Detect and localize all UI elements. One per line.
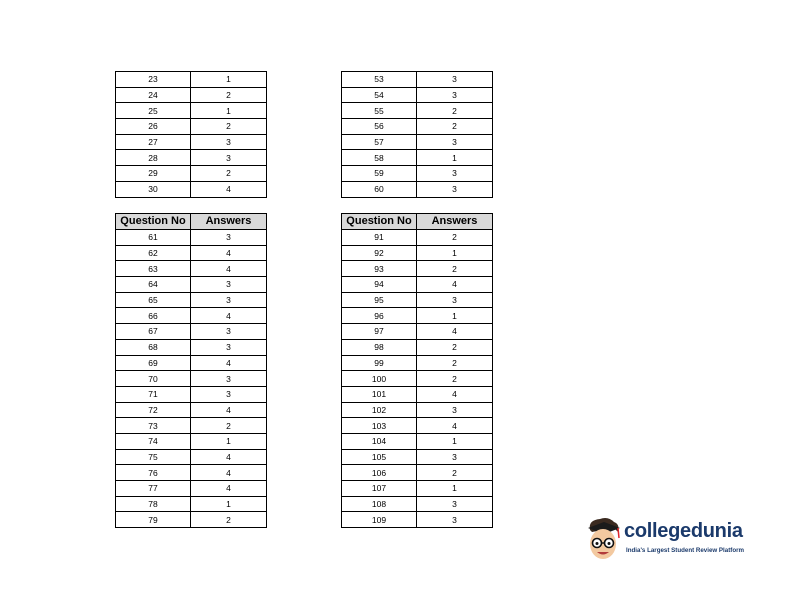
table-row bbox=[116, 119, 267, 135]
question-number-cell: 54 bbox=[342, 87, 417, 103]
answer-cell: 4 bbox=[417, 324, 493, 340]
answer-cell: 4 bbox=[191, 245, 267, 261]
question-number-cell: 60 bbox=[342, 181, 417, 197]
table-row bbox=[342, 465, 493, 481]
question-number-cell: 93 bbox=[342, 261, 417, 277]
answer-cell: 4 bbox=[191, 481, 267, 497]
table-row bbox=[342, 87, 493, 103]
table-header-row bbox=[116, 214, 267, 230]
logo-wordmark: collegedunia bbox=[624, 520, 743, 542]
answer-cell: 2 bbox=[191, 119, 267, 135]
question-number-cell: 28 bbox=[116, 150, 191, 166]
answer-cell: 4 bbox=[191, 449, 267, 465]
table-row bbox=[116, 355, 267, 371]
question-number-cell: 24 bbox=[116, 87, 191, 103]
answer-cell: 3 bbox=[417, 72, 493, 88]
answer-cell: 4 bbox=[191, 181, 267, 197]
question-number-cell: 106 bbox=[342, 465, 417, 481]
table-row bbox=[116, 166, 267, 182]
question-number-cell: 104 bbox=[342, 433, 417, 449]
answer-cell: 3 bbox=[417, 181, 493, 197]
table-row bbox=[342, 181, 493, 197]
question-number-cell: 92 bbox=[342, 245, 417, 261]
question-number-cell: 27 bbox=[116, 134, 191, 150]
table-row bbox=[342, 481, 493, 497]
answer-cell: 2 bbox=[417, 103, 493, 119]
table-row bbox=[116, 512, 267, 528]
question-number-cell: 63 bbox=[116, 261, 191, 277]
table-row bbox=[116, 496, 267, 512]
question-number-cell: 64 bbox=[116, 277, 191, 293]
table-row bbox=[116, 181, 267, 197]
table-row bbox=[342, 355, 493, 371]
answer-cell: 2 bbox=[191, 512, 267, 528]
table-row bbox=[116, 308, 267, 324]
table-row bbox=[342, 308, 493, 324]
question-number-cell: 30 bbox=[116, 181, 191, 197]
answer-cell: 4 bbox=[191, 308, 267, 324]
question-number-cell: 96 bbox=[342, 308, 417, 324]
question-number-cell: 98 bbox=[342, 339, 417, 355]
answer-cell: 2 bbox=[417, 339, 493, 355]
table-row bbox=[116, 230, 267, 246]
table-row bbox=[116, 465, 267, 481]
question-number-cell: 23 bbox=[116, 72, 191, 88]
answer-table-2 bbox=[341, 71, 493, 198]
question-number-cell: 57 bbox=[342, 134, 417, 150]
answer-cell: 2 bbox=[417, 355, 493, 371]
question-number-cell: 95 bbox=[342, 292, 417, 308]
answer-cell: 3 bbox=[191, 324, 267, 340]
question-number-cell: 99 bbox=[342, 355, 417, 371]
question-number-cell: 68 bbox=[116, 339, 191, 355]
answer-cell: 3 bbox=[417, 496, 493, 512]
answer-cell: 2 bbox=[417, 465, 493, 481]
answer-cell: 1 bbox=[191, 433, 267, 449]
question-number-cell: 75 bbox=[116, 449, 191, 465]
answer-cell: 3 bbox=[191, 150, 267, 166]
question-number-cell: 62 bbox=[116, 245, 191, 261]
table-row bbox=[342, 103, 493, 119]
table-row bbox=[116, 324, 267, 340]
answer-cell: 1 bbox=[191, 103, 267, 119]
table-row bbox=[342, 402, 493, 418]
table-row bbox=[116, 339, 267, 355]
header-answers: Answers bbox=[417, 214, 493, 230]
table-row bbox=[116, 150, 267, 166]
question-number-cell: 58 bbox=[342, 150, 417, 166]
table-row bbox=[116, 386, 267, 402]
question-number-cell: 53 bbox=[342, 72, 417, 88]
answer-cell: 1 bbox=[417, 433, 493, 449]
logo-tagline: India's Largest Student Review Platform bbox=[626, 547, 745, 554]
header-question-no: Question No bbox=[116, 214, 191, 230]
answer-cell: 2 bbox=[417, 119, 493, 135]
answer-cell: 1 bbox=[417, 308, 493, 324]
answer-cell: 4 bbox=[191, 261, 267, 277]
table-row bbox=[342, 261, 493, 277]
answer-cell: 3 bbox=[417, 402, 493, 418]
answer-cell: 4 bbox=[417, 386, 493, 402]
question-number-cell: 69 bbox=[116, 355, 191, 371]
answer-cell: 3 bbox=[191, 134, 267, 150]
question-number-cell: 79 bbox=[116, 512, 191, 528]
question-number-cell: 72 bbox=[116, 402, 191, 418]
answer-cell: 2 bbox=[191, 87, 267, 103]
table-row bbox=[342, 72, 493, 88]
table-row bbox=[342, 245, 493, 261]
table-row bbox=[116, 371, 267, 387]
table-row bbox=[116, 72, 267, 88]
answer-cell: 3 bbox=[417, 292, 493, 308]
answer-cell: 3 bbox=[417, 134, 493, 150]
answer-cell: 3 bbox=[417, 166, 493, 182]
answer-cell: 3 bbox=[191, 371, 267, 387]
table-row bbox=[116, 245, 267, 261]
table-row bbox=[342, 324, 493, 340]
student-mascot-icon bbox=[582, 516, 624, 566]
table-row bbox=[342, 449, 493, 465]
question-number-cell: 55 bbox=[342, 103, 417, 119]
question-number-cell: 109 bbox=[342, 512, 417, 528]
answer-cell: 4 bbox=[417, 277, 493, 293]
question-number-cell: 67 bbox=[116, 324, 191, 340]
table-row bbox=[116, 433, 267, 449]
question-number-cell: 73 bbox=[116, 418, 191, 434]
question-number-cell: 25 bbox=[116, 103, 191, 119]
answer-cell: 3 bbox=[191, 277, 267, 293]
question-number-cell: 65 bbox=[116, 292, 191, 308]
answer-cell: 2 bbox=[191, 418, 267, 434]
question-number-cell: 76 bbox=[116, 465, 191, 481]
question-number-cell: 71 bbox=[116, 386, 191, 402]
table-row bbox=[342, 230, 493, 246]
table-row bbox=[116, 418, 267, 434]
table-row bbox=[342, 339, 493, 355]
question-number-cell: 103 bbox=[342, 418, 417, 434]
question-number-cell: 100 bbox=[342, 371, 417, 387]
table-row bbox=[342, 433, 493, 449]
table-row bbox=[116, 134, 267, 150]
answer-cell: 1 bbox=[191, 72, 267, 88]
question-number-cell: 101 bbox=[342, 386, 417, 402]
answer-cell: 3 bbox=[191, 339, 267, 355]
table-row bbox=[342, 418, 493, 434]
header-answers: Answers bbox=[191, 214, 267, 230]
question-number-cell: 105 bbox=[342, 449, 417, 465]
question-number-cell: 94 bbox=[342, 277, 417, 293]
table-row bbox=[116, 449, 267, 465]
question-number-cell: 107 bbox=[342, 481, 417, 497]
header-question-no: Question No bbox=[342, 214, 417, 230]
table-row bbox=[342, 150, 493, 166]
question-number-cell: 26 bbox=[116, 119, 191, 135]
question-number-cell: 56 bbox=[342, 119, 417, 135]
table-row bbox=[342, 277, 493, 293]
question-number-cell: 78 bbox=[116, 496, 191, 512]
question-number-cell: 29 bbox=[116, 166, 191, 182]
answer-cell: 4 bbox=[417, 418, 493, 434]
question-number-cell: 77 bbox=[116, 481, 191, 497]
table-row bbox=[342, 134, 493, 150]
table-row bbox=[342, 371, 493, 387]
question-number-cell: 97 bbox=[342, 324, 417, 340]
table-row bbox=[116, 277, 267, 293]
answer-cell: 1 bbox=[417, 245, 493, 261]
answer-cell: 2 bbox=[191, 166, 267, 182]
question-number-cell: 70 bbox=[116, 371, 191, 387]
answer-cell: 3 bbox=[417, 87, 493, 103]
answer-table-1 bbox=[115, 71, 267, 198]
collegedunia-logo bbox=[582, 516, 752, 566]
question-number-cell: 61 bbox=[116, 230, 191, 246]
answer-cell: 3 bbox=[191, 230, 267, 246]
answer-cell: 3 bbox=[191, 386, 267, 402]
question-number-cell: 59 bbox=[342, 166, 417, 182]
table-row bbox=[116, 103, 267, 119]
table-header-row bbox=[342, 214, 493, 230]
answer-cell: 3 bbox=[417, 512, 493, 528]
question-number-cell: 74 bbox=[116, 433, 191, 449]
table-row bbox=[342, 512, 493, 528]
answer-cell: 2 bbox=[417, 261, 493, 277]
table-row bbox=[342, 496, 493, 512]
answer-cell: 4 bbox=[191, 355, 267, 371]
table-row bbox=[116, 87, 267, 103]
answer-cell: 1 bbox=[417, 481, 493, 497]
question-number-cell: 108 bbox=[342, 496, 417, 512]
question-number-cell: 102 bbox=[342, 402, 417, 418]
table-row bbox=[116, 292, 267, 308]
answer-cell: 4 bbox=[191, 402, 267, 418]
answer-cell: 3 bbox=[417, 449, 493, 465]
table-row bbox=[342, 119, 493, 135]
answer-cell: 4 bbox=[191, 465, 267, 481]
answer-cell: 2 bbox=[417, 371, 493, 387]
table-row bbox=[342, 166, 493, 182]
question-number-cell: 91 bbox=[342, 230, 417, 246]
table-row bbox=[116, 481, 267, 497]
table-row bbox=[116, 261, 267, 277]
answer-cell: 3 bbox=[191, 292, 267, 308]
table-row bbox=[116, 402, 267, 418]
question-number-cell: 66 bbox=[116, 308, 191, 324]
answer-table-3 bbox=[115, 213, 267, 528]
table-row bbox=[342, 292, 493, 308]
answer-cell: 1 bbox=[191, 496, 267, 512]
table-row bbox=[342, 386, 493, 402]
answer-table-4 bbox=[341, 213, 493, 528]
answer-cell: 2 bbox=[417, 230, 493, 246]
answer-cell: 1 bbox=[417, 150, 493, 166]
